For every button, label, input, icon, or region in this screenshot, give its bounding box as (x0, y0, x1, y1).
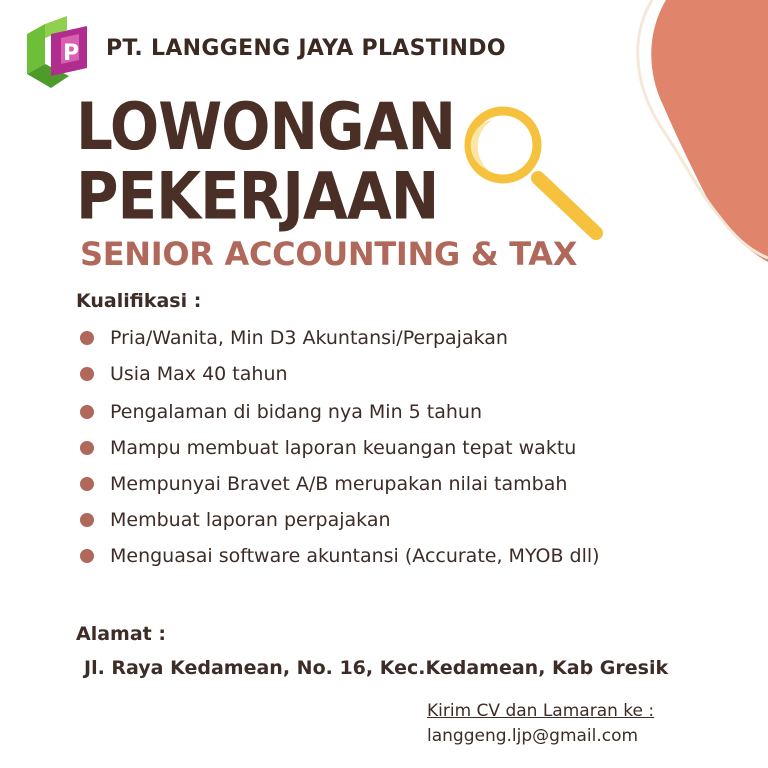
bullet-dot-icon (80, 331, 94, 345)
qualifications-list (80, 325, 630, 569)
send-cv-label: Kirim CV dan Lamaran ke : (427, 701, 655, 721)
decorative-blob (608, 0, 768, 270)
list-item: Usia Max 40 tahun (80, 361, 630, 387)
ljp-logo-icon (27, 16, 89, 90)
qualifications-label: Kualifikasi : (76, 290, 202, 312)
bullet-dot-icon (80, 441, 94, 455)
bullet-dot-icon (80, 405, 94, 419)
list-item: Menguasai software akuntansi (Accurate, MYOB dll) (80, 543, 630, 569)
headline-line-2: PEKERJAAN (76, 158, 439, 235)
list-item: Mampu membuat laporan keuangan tepat waktu (80, 435, 630, 461)
address-label: Alamat : (76, 623, 166, 645)
svg-text:P: P (63, 41, 80, 66)
bullet-dot-icon (80, 367, 94, 381)
address-value: Jl. Raya Kedamean, No. 16, Kec.Kedamean, Kab Gresik (84, 657, 669, 679)
list-item: Membuat laporan perpajakan (80, 507, 630, 533)
headline (76, 88, 456, 235)
headline-line-1: LOWONGAN (76, 88, 456, 165)
bullet-dot-icon (80, 549, 94, 563)
bullet-dot-icon (80, 477, 94, 491)
magnifying-glass-icon (458, 100, 608, 245)
bullet-dot-icon (80, 513, 94, 527)
list-item: Pria/Wanita, Min D3 Akuntansi/Perpajakan (80, 325, 630, 351)
job-position-title: SENIOR ACCOUNTING & TAX (80, 235, 578, 273)
list-item: Pengalaman di bidang nya Min 5 tahun (80, 399, 630, 425)
list-item: Mempunyai Bravet A/B merupakan nilai tambah (80, 471, 630, 497)
company-name: PT. LANGGENG JAYA PLASTINDO (106, 36, 506, 61)
contact-email: langgeng.ljp@gmail.com (427, 726, 639, 746)
